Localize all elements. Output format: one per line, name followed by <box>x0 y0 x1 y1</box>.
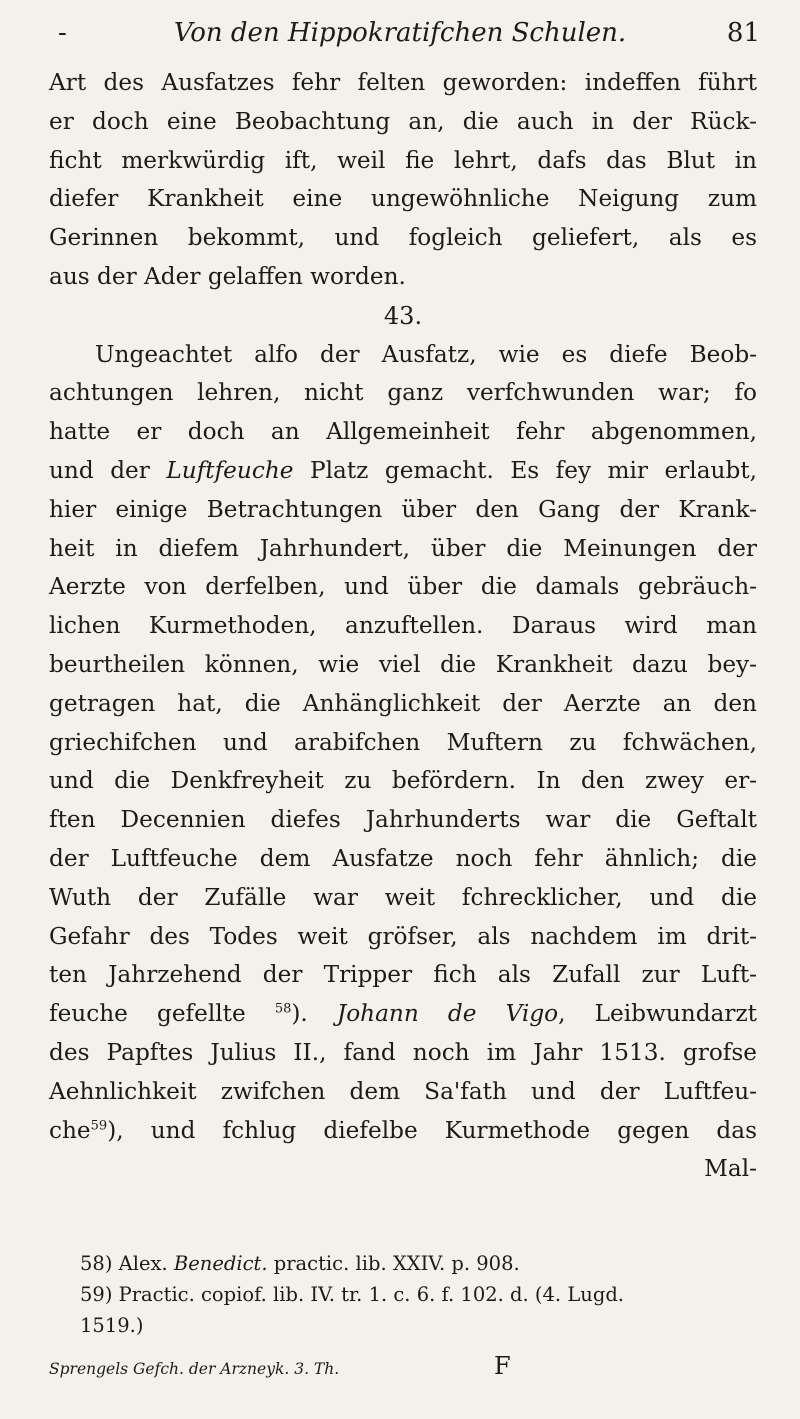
text-line: diefer Krankheit eine ungewöhnliche Neigung zum <box>49 185 757 213</box>
emphasized-term: Luftfeuche <box>166 456 294 484</box>
footnote-text: 58) Alex. <box>80 1252 168 1275</box>
text-line: Wuth der Zufälle war weit fchrecklicher, und die <box>49 883 757 911</box>
text-line: beurtheilen können, wie viel die Krankheit dazu bey- <box>49 650 757 678</box>
text-line: des Papftes Julius II., fand noch im Jahr 1513. grofse <box>49 1038 757 1066</box>
emphasized-name: Johann de Vigo <box>336 1000 559 1028</box>
text-line: aus der Ader gelaffen worden. <box>49 262 406 290</box>
text-segment: che <box>49 1116 91 1144</box>
text-line <box>49 995 757 1034</box>
text-line: Aerzte von derfelben, und über die damals gebräuch- <box>49 573 757 601</box>
text-segment: und der <box>49 456 150 484</box>
text-line: ten Jahrzehend der Tripper fich als Zufall zur Luft- <box>49 961 757 989</box>
text-segment: feuche gefellte <box>49 1000 246 1028</box>
signature-letter: F <box>494 1352 511 1380</box>
text-segment: ). <box>291 1000 308 1028</box>
text-segment: ), und fchlug diefelbe Kurmethode gegen das <box>107 1116 757 1144</box>
main-text <box>49 64 757 1189</box>
footnote-58 <box>80 1248 760 1279</box>
text-line: er doch eine Beobachtung an, die auch in der Rück- <box>49 107 757 135</box>
footnote-59: 59) Practic. copiof. lib. IV. tr. 1. c. 6. f. 102. d. (4. Lugd. <box>80 1283 625 1306</box>
section-number: 43. <box>383 301 423 330</box>
text-line: ften Decennien diefes Jahrhunderts war die Geftalt <box>49 806 757 834</box>
text-line: Aehnlichkeit zwifchen dem Sa'fath und der Luftfeu- <box>49 1077 757 1105</box>
footnote-marker: 59 <box>90 1117 108 1133</box>
text-line: hatte er doch an Allgemeinheit fehr abgenommen, <box>49 418 757 446</box>
footnote-text: practic. lib. XXIV. p. 908. <box>273 1252 520 1275</box>
text-line: griechifchen und arabifchen Muftern zu fchwächen, <box>49 728 757 756</box>
text-line: Gefahr des Todes weit gröfser, als nachdem im drit- <box>49 922 757 950</box>
text-segment: , Leibwundarzt <box>558 1000 757 1028</box>
text-line: Ungeachtet alfo der Ausfatz, wie es diefe Beob- <box>95 340 757 368</box>
text-line: Art des Ausfatzes fehr felten geworden: indeffen führt <box>49 69 757 96</box>
text-line: der Luftfeuche dem Ausfatze noch fehr ähnlich; die <box>49 844 757 872</box>
header-dash: - <box>58 18 67 48</box>
footnotes <box>80 1248 760 1341</box>
text-line: achtungen lehren, nicht ganz verfchwunden war; fo <box>49 379 757 407</box>
running-header <box>0 14 800 54</box>
text-line: hier einige Betrachtungen über den Gang der Krank- <box>49 495 757 523</box>
text-line: Gerinnen bekommt, und fogleich geliefert, als es <box>49 224 757 252</box>
footnote-marker: 58 <box>274 1001 292 1017</box>
text-line: lichen Kurmethoden, anzuftellen. Daraus wird man <box>49 612 757 640</box>
text-line: ficht merkwürdig ift, weil fie lehrt, dafs das Blut in <box>49 146 757 174</box>
text-line: getragen hat, die Anhänglichkeit der Aerzte an den <box>49 689 757 717</box>
footnote-italic: Benedict. <box>173 1252 268 1275</box>
text-segment: Platz gemacht. Es fey mir erlaubt, <box>309 456 758 484</box>
catchword: Mal- <box>704 1155 757 1183</box>
signature-line: Sprengels Gefch. der Arzneyk. 3. Th. <box>49 1360 340 1378</box>
text-line <box>49 1112 757 1151</box>
page-number: 81 <box>726 18 760 48</box>
footnote-59-continuation: 1519.) <box>80 1314 144 1337</box>
running-title: Von den Hippokratifchen Schulen. <box>173 18 627 48</box>
text-line: und die Denkfreyheit zu befördern. In den zwey er- <box>49 767 757 795</box>
text-line <box>49 452 757 491</box>
text-line: heit in diefem Jahrhundert, über die Meinungen der <box>49 534 757 562</box>
